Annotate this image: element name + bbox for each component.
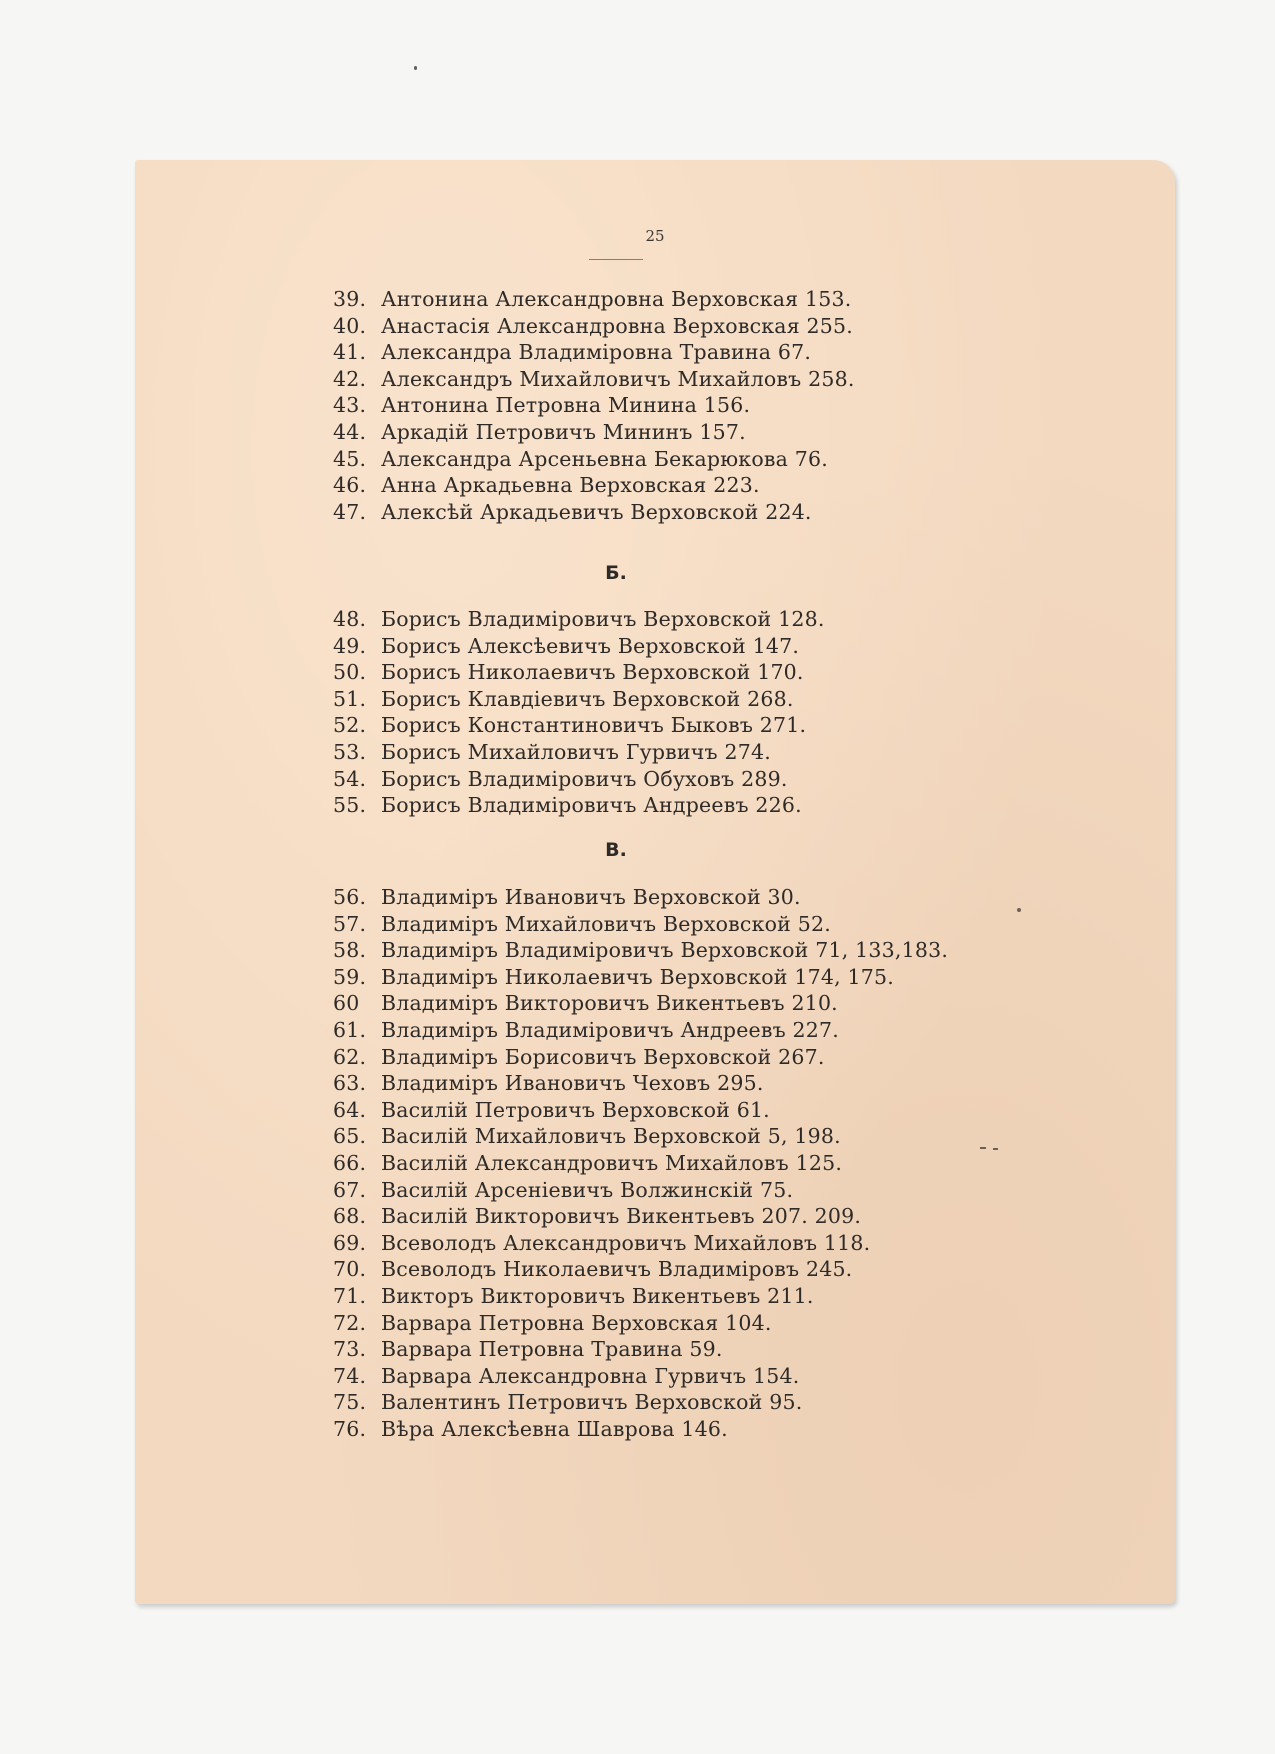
entry-text: Викторъ Викторовичъ Викентьевъ 211. [381,1283,814,1308]
entry-number: 48. [333,607,367,631]
entry-text: Владиміръ Николаевичъ Верховской 174, 175. [381,964,894,989]
list-item [333,990,948,1017]
entry-number: 52. [333,713,367,738]
entry-text: Всеволодъ Николаевичъ Владиміровъ 245. [381,1257,853,1282]
entry-text: Антонина Петровна Минина 156. [381,393,751,418]
entry-text: Василій Арсеніевичъ Волжинскій 75. [381,1177,794,1202]
section-letter-b: Б. [605,562,627,584]
paper-speck [980,1147,986,1149]
entry-number: 43. [333,393,367,418]
list-item [333,633,825,660]
list-item [333,1150,948,1177]
list-item [333,1389,948,1416]
list-item [333,712,825,739]
entry-text: Борисъ Клавдіевичъ Верховской 268. [381,686,794,711]
list-item [333,1044,948,1071]
entry-text: Борисъ Константиновичъ Быковъ 271. [381,713,807,738]
entry-list-a [333,286,855,525]
list-item [333,419,855,446]
list-item [333,392,855,419]
list-item [333,472,855,499]
page-number-rule [589,259,643,260]
entry-number: 62. [333,1044,367,1069]
entry-number: 49. [333,633,367,658]
list-item [333,937,948,964]
entry-text: Владиміръ Михайловичъ Верховской 52. [381,911,831,936]
paper-speck [414,66,417,70]
entry-text: Варвара Петровна Травина 59. [381,1337,723,1362]
entry-number: 69. [333,1230,367,1255]
list-item [333,1283,948,1310]
entry-number: 64. [333,1097,367,1122]
list-item [333,911,948,938]
entry-text: Владиміръ Ивановичъ Верховской 30. [381,885,801,909]
entry-number: 44. [333,419,367,444]
list-item [333,1017,948,1044]
entry-number: 72. [333,1310,367,1335]
entry-number: 55. [333,793,367,818]
list-item [333,1070,948,1097]
entry-number: 73. [333,1337,367,1362]
entry-text: Василій Петровичъ Верховской 61. [381,1097,770,1122]
entry-list-v [333,884,948,1442]
entry-text: Валентинъ Петровичъ Верховской 95. [381,1390,803,1415]
entry-number: 39. [333,287,367,311]
entry-number: 56. [333,885,367,909]
entry-number: 51. [333,686,367,711]
entry-number: 46. [333,473,367,498]
list-item [333,1416,948,1443]
entry-text: Александра Арсеньевна Бекарюкова 76. [381,446,828,471]
entry-text: Всеволодъ Александровичъ Михайловъ 118. [381,1230,871,1255]
entry-number: 68. [333,1204,367,1229]
list-item [333,1336,948,1363]
list-item [333,286,855,313]
list-item [333,1177,948,1204]
list-item [333,739,825,766]
entry-number: 40. [333,313,367,338]
entry-number: 53. [333,739,367,764]
entry-text: Борисъ Владиміровичъ Верховской 128. [381,607,825,631]
entry-text: Анна Аркадьевна Верховская 223. [381,473,760,498]
list-item [333,366,855,393]
list-item [333,1230,948,1257]
entry-number: 60 [333,991,360,1016]
list-item [333,1310,948,1337]
entry-number: 59. [333,964,367,989]
list-item [333,659,825,686]
entry-text: Владиміръ Ивановичъ Чеховъ 295. [381,1071,764,1096]
entry-text: Василій Александровичъ Михайловъ 125. [381,1150,843,1175]
list-item [333,499,855,526]
list-item [333,313,855,340]
entry-number: 70. [333,1257,367,1282]
entry-list-b [333,606,825,819]
entry-number: 47. [333,499,367,524]
entry-number: 75. [333,1390,367,1415]
list-item [333,766,825,793]
entry-text: Владиміръ Владиміровичъ Верховской 71, 133,183. [381,938,949,963]
page-number: 25 [645,227,665,245]
list-item [333,606,825,633]
entry-number: 74. [333,1363,367,1388]
entry-number: 45. [333,446,367,471]
entry-text: Владиміръ Викторовичъ Викентьевъ 210. [381,991,838,1016]
entry-text: Антонина Александровна Верховская 153. [381,287,852,311]
entry-text: Борисъ Алексѣевичъ Верховской 147. [381,633,800,658]
entry-text: Борисъ Владиміровичъ Андреевъ 226. [381,793,802,818]
entry-number: 66. [333,1150,367,1175]
entry-text: Василій Викторовичъ Викентьевъ 207. 209. [381,1204,862,1229]
list-item [333,964,948,991]
list-item [333,1256,948,1283]
page-sheet [135,160,1175,1604]
entry-text: Анастасія Александровна Верховская 255. [381,313,854,338]
entry-text: Василій Михайловичъ Верховской 5, 198. [381,1124,841,1149]
paper-speck [1017,908,1021,912]
entry-text: Варвара Петровна Верховская 104. [381,1310,772,1335]
list-item [333,339,855,366]
paper-speck [993,1148,998,1150]
entry-text: Владиміръ Владиміровичъ Андреевъ 227. [381,1017,839,1042]
entry-text: Варвара Александровна Гурвичъ 154. [381,1363,800,1388]
entry-text: Борисъ Николаевичъ Верховской 170. [381,660,804,685]
entry-number: 71. [333,1283,367,1308]
entry-number: 41. [333,340,367,365]
entry-text: Борисъ Владиміровичъ Обуховъ 289. [381,766,788,791]
entry-number: 67. [333,1177,367,1202]
entry-number: 76. [333,1416,367,1441]
section-letter-v: В. [605,839,627,861]
entry-number: 63. [333,1071,367,1096]
entry-text: Александръ Михайловичъ Михайловъ 258. [381,366,855,391]
entry-number: 42. [333,366,367,391]
entry-text: Борисъ Михайловичъ Гурвичъ 274. [381,739,771,764]
list-item [333,1203,948,1230]
list-item [333,686,825,713]
entry-text: Аркадій Петровичъ Мининъ 157. [381,419,746,444]
list-item [333,1097,948,1124]
entry-text: Александра Владиміровна Травина 67. [381,340,812,365]
list-item [333,1363,948,1390]
entry-number: 61. [333,1017,367,1042]
entry-text: Вѣра Алексѣевна Шаврова 146. [381,1416,728,1441]
entry-number: 54. [333,766,367,791]
list-item [333,792,825,819]
list-item [333,1123,948,1150]
entry-number: 50. [333,660,367,685]
list-item [333,446,855,473]
entry-number: 57. [333,911,367,936]
entry-number: 65. [333,1124,367,1149]
entry-text: Владиміръ Борисовичъ Верховской 267. [381,1044,825,1069]
list-item [333,884,948,911]
entry-number: 58. [333,938,367,963]
entry-text: Алексѣй Аркадьевичъ Верховской 224. [381,499,812,524]
